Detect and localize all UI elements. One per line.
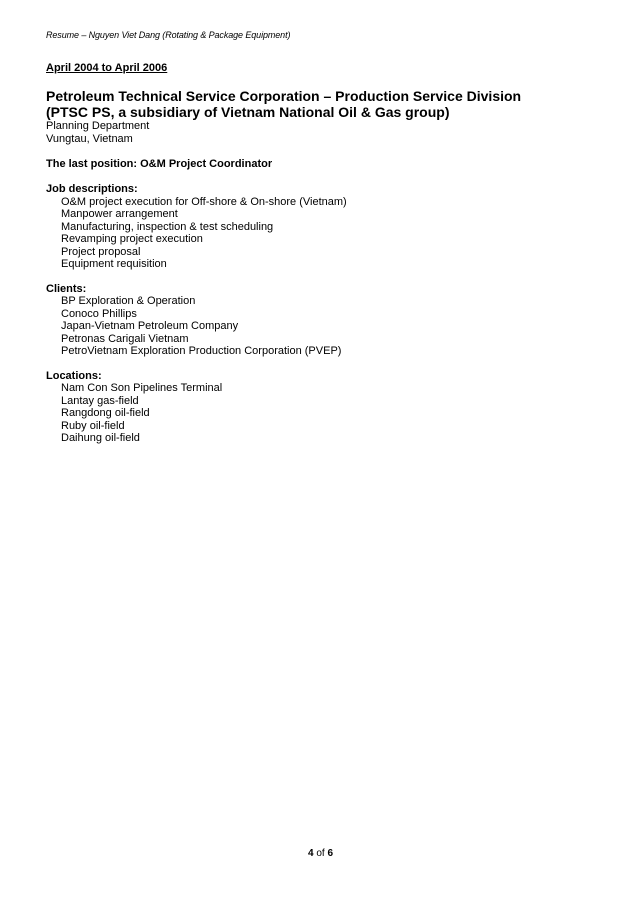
locations-section (46, 370, 606, 445)
list-item: O&M project execution for Off-shore & On-shore (Vietnam) (61, 195, 347, 208)
job-descriptions-list (46, 196, 606, 271)
job-descriptions-title: Job descriptions: (46, 183, 138, 195)
list-item: Conoco Phillips (61, 307, 137, 320)
total-pages: 6 (327, 848, 334, 859)
running-header: Resume – Nguyen Viet Dang (Rotating & Package Equipment) (46, 30, 291, 40)
work-location: Vungtau, Vietnam (46, 132, 133, 145)
list-item: Rangdong oil-field (61, 407, 150, 419)
list-item: Daihung oil-field (61, 432, 140, 444)
locations-list (46, 382, 606, 445)
list-item: Manufacturing, inspection & test scheduling (61, 220, 274, 233)
list-item: Equipment requisition (61, 258, 167, 270)
department: Planning Department (46, 120, 150, 132)
clients-list (46, 295, 606, 358)
clients-title: Clients: (46, 282, 87, 295)
list-item: Manpower arrangement (61, 208, 178, 220)
locations-title: Locations: (46, 369, 102, 382)
page-separator: of (316, 848, 325, 859)
company-name-line-2: (PTSC PS, a subsidiary of Vietnam National Oil & Gas group) (46, 104, 450, 120)
page-number (308, 848, 333, 859)
list-item: Revamping project execution (61, 233, 203, 245)
current-page: 4 (308, 848, 314, 859)
list-item: Japan-Vietnam Petroleum Company (61, 320, 239, 332)
list-item: BP Exploration & Operation (61, 295, 196, 307)
list-item: Petronas Carigali Vietnam (61, 332, 189, 345)
list-item: PetroVietnam Exploration Production Corporation (PVEP) (61, 345, 342, 357)
job-descriptions-section (46, 183, 606, 271)
clients-section (46, 283, 606, 358)
list-item: Nam Con Son Pipelines Terminal (61, 382, 223, 394)
list-item: Project proposal (61, 245, 141, 258)
company-name-line-1: Petroleum Technical Service Corporation – Production Service Division (46, 88, 522, 104)
list-item: Lantay gas-field (61, 394, 139, 407)
employment-dates: April 2004 to April 2006 (46, 62, 168, 74)
list-item: Ruby oil-field (61, 419, 125, 432)
employment-entry (46, 61, 606, 445)
last-position: The last position: O&M Project Coordinator (46, 158, 273, 170)
